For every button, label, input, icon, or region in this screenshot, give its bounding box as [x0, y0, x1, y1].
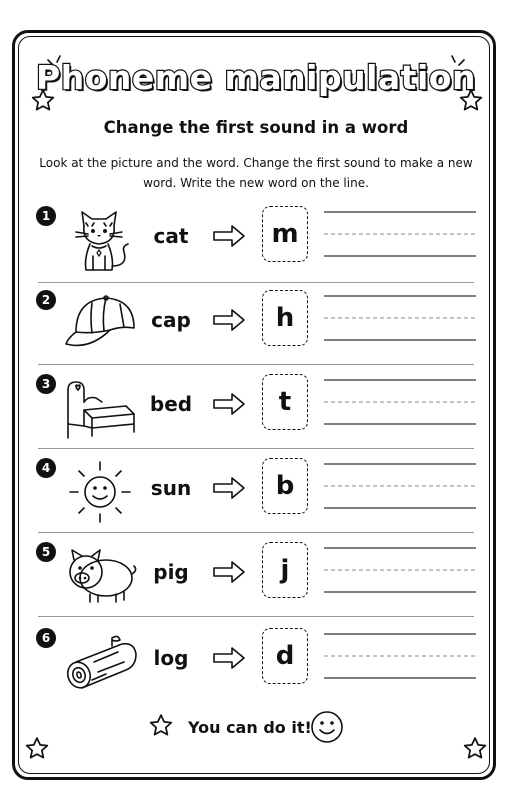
star-icon — [462, 736, 488, 762]
row-divider — [38, 448, 474, 449]
writing-lines[interactable] — [324, 208, 476, 258]
arrow-right-icon — [212, 476, 246, 500]
exercise-row — [30, 368, 482, 452]
pig-icon — [62, 540, 138, 610]
item-word: bed — [149, 392, 193, 416]
arrow-right-icon — [212, 560, 246, 584]
arrow-right-icon — [212, 646, 246, 670]
sun-icon — [62, 456, 138, 526]
writing-lines[interactable] — [324, 544, 476, 594]
writing-lines[interactable] — [324, 630, 476, 680]
page-title: Phoneme manipulation — [36, 58, 476, 97]
star-icon — [148, 713, 174, 739]
exercise-row — [30, 536, 482, 620]
writing-lines[interactable] — [324, 460, 476, 510]
new-first-letter: m — [262, 206, 308, 262]
item-word: cap — [151, 308, 191, 332]
item-number: 6 — [36, 628, 56, 648]
item-number: 5 — [36, 542, 56, 562]
title-area — [0, 48, 512, 108]
new-first-letter: h — [262, 290, 308, 346]
writing-lines[interactable] — [324, 376, 476, 426]
item-number: 3 — [36, 374, 56, 394]
page-subtitle: Change the first sound in a word — [103, 118, 409, 137]
new-first-letter: j — [262, 542, 308, 598]
smiley-icon — [310, 710, 344, 744]
row-divider — [38, 616, 474, 617]
row-divider — [38, 282, 474, 283]
arrow-right-icon — [212, 308, 246, 332]
item-number: 2 — [36, 290, 56, 310]
exercise-row — [30, 452, 482, 536]
new-first-letter: d — [262, 628, 308, 684]
item-word: log — [153, 646, 189, 670]
new-first-letter: b — [262, 458, 308, 514]
item-number: 1 — [36, 206, 56, 226]
item-number: 4 — [36, 458, 56, 478]
writing-lines[interactable] — [324, 292, 476, 342]
exercise-row — [30, 200, 482, 284]
exercise-row — [30, 622, 482, 706]
arrow-right-icon — [212, 392, 246, 416]
item-word: cat — [153, 224, 189, 248]
cap-icon — [62, 288, 138, 358]
log-icon — [62, 626, 138, 696]
row-divider — [38, 532, 474, 533]
item-word: pig — [153, 560, 189, 584]
instructions-text: Look at the picture and the word. Change the first sound to make a new word. Write the new word on the line. — [39, 156, 473, 190]
star-icon — [24, 736, 50, 762]
exercise-row — [30, 284, 482, 368]
item-word: sun — [150, 476, 192, 500]
new-first-letter: t — [262, 374, 308, 430]
row-divider — [38, 364, 474, 365]
cat-icon — [62, 204, 138, 274]
arrow-right-icon — [212, 224, 246, 248]
encouragement-text: You can do it! — [188, 718, 312, 737]
bed-icon — [62, 372, 138, 442]
